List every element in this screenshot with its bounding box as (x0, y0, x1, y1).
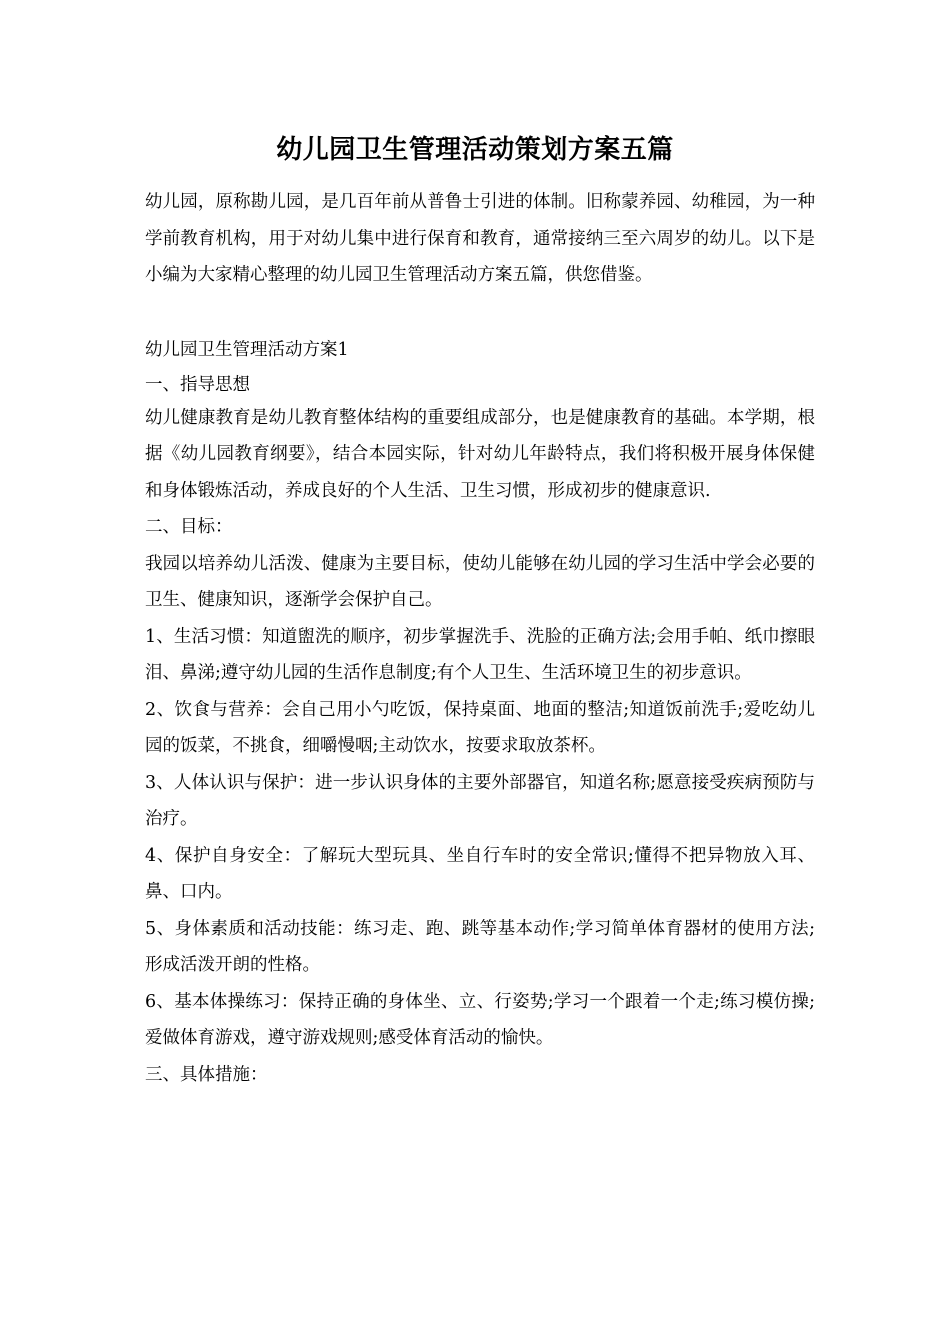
list-item: 3、人体认识与保护：进一步认识身体的主要外部器官，知道名称;愿意接受疾病预防与治疗。 (145, 772, 815, 829)
heading-goals: 二、目标： (145, 517, 233, 537)
list-item: 5、身体素质和活动技能：练习走、跑、跳等基本动作;学习简单体育器材的使用方法;形成活泼开朗的性格。 (145, 918, 815, 975)
intro-paragraph: 幼儿园，原称勘儿园，是几百年前从普鲁士引进的体制。旧称蒙养园、幼稚园，为一种学前教育机构，用于对幼儿集中进行保育和教育，通常接纳三至六周岁的幼儿。以下是小编为大家精心整理的幼儿园卫生管理活动方案五篇，供您借鉴。 (145, 192, 815, 285)
paragraph-guiding-thought: 幼儿健康教育是幼儿教育整体结构的重要组成部分，也是健康教育的基础。本学期，根据《幼儿园教育纲要》，结合本园实际，针对幼儿年龄特点，我们将积极开展身体保健和身体锻炼活动，养成良好的个人生活、卫生习惯，形成初步的健康意识. (145, 407, 815, 501)
list-item: 4、保护自身安全：了解玩大型玩具、坐自行车时的安全常识;懂得不把异物放入耳、鼻、口内。 (145, 845, 815, 902)
document-body (145, 184, 815, 1093)
document-title: 幼儿园卫生管理活动策划方案五篇 (276, 135, 674, 165)
section-title: 幼儿园卫生管理活动方案1 (145, 339, 349, 360)
blank-line (145, 294, 815, 330)
heading-measures: 三、具体措施： (145, 1064, 268, 1085)
list-item: 1、生活习惯：知道盥洗的顺序，初步掌握洗手、洗脸的正确方法;会用手帕、纸巾擦眼泪、鼻涕;遵守幼儿园的生活作息制度;有个人卫生、生活环境卫生的初步意识。 (145, 626, 815, 683)
paragraph-goals: 我园以培养幼儿活泼、健康为主要目标，使幼儿能够在幼儿园的学习生活中学会必要的卫生、健康知识，逐渐学会保护自己。 (145, 553, 815, 610)
list-item: 2、饮食与营养：会自己用小勺吃饭，保持桌面、地面的整洁;知道饭前洗手;爱吃幼儿园的饭菜，不挑食，细嚼慢咽;主动饮水，按要求取放茶杯。 (145, 699, 815, 756)
heading-guiding-thought: 一、指导思想 (145, 374, 250, 395)
list-item: 6、基本体操练习：保持正确的身体坐、立、行姿势;学习一个跟着一个走;练习模仿操;爱做体育游戏，遵守游戏规则;感受体育活动的愉快。 (145, 991, 815, 1048)
